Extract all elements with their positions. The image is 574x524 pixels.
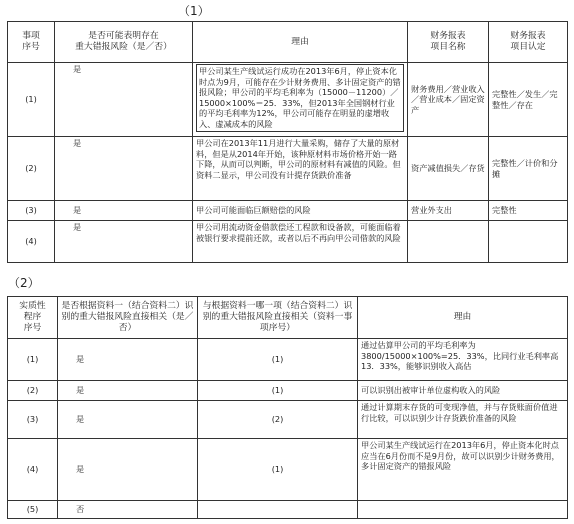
header-procedure-number: 实质性 程序 序号 [8, 297, 58, 339]
table-2-header-row [8, 297, 568, 339]
header-directly-related: 是否根据资料一（结合资料二）识别的重大错报风险直接相关（是／否） [58, 297, 198, 339]
caption-table-1: （1） [178, 4, 210, 18]
reason-cell: 甲公司可能面临巨额赔偿的风险 [193, 201, 408, 221]
fs-item-cell [408, 221, 489, 263]
reason-text: 甲公司某生产线试运行成功在2013年6月，停止资本化时点为9月，可能存在少计财务费用、多计固定资产的错报风险；甲公司的平均毛利率为（15000－11200）／15000×100%＝25．33%，但2013年全国钢材行业的平均毛利率为12%，甲公司可能存在明显的虚增收入、虚减成本的风险 [196, 64, 404, 132]
related-item [198, 501, 358, 519]
table-row [8, 401, 568, 439]
row-number: (3) [8, 401, 58, 439]
related-flag: 是 [58, 339, 198, 381]
risk-flag: 是 [55, 221, 193, 263]
row-number: (1) [8, 63, 55, 137]
table-1-header-row [8, 22, 568, 63]
reason-cell: 通过计算期末存货的可变现净值，并与存货账面价值进行比较，可以识别少计存货跌价准备的风险 [358, 401, 568, 439]
table-row [8, 63, 568, 137]
reason-cell: 甲公司某生产线试运行在2013年6月，停止资本化时点应当在6月份而不是9月份，故可以识别少计财务费用，多计固定资产的错报风险 [358, 439, 568, 501]
assertion-cell: 完整性／发生／完整性／存在 [489, 63, 568, 137]
row-number: (4) [8, 439, 58, 501]
risk-flag: 是 [55, 201, 193, 221]
related-flag: 是 [58, 381, 198, 401]
row-number: (4) [8, 221, 55, 263]
related-item: (1) [198, 339, 358, 381]
risk-flag: 是 [55, 137, 193, 201]
reason-cell [358, 501, 568, 519]
header-reason: 理由 [358, 297, 568, 339]
reason-cell: 可以识别出被审计单位虚构收入的风险 [358, 381, 568, 401]
fs-item-cell: 资产减值损失／存货 [408, 137, 489, 201]
row-number: (5) [8, 501, 58, 519]
row-number: (1) [8, 339, 58, 381]
table-row [8, 439, 568, 501]
assertion-cell: 完整性 [489, 201, 568, 221]
reason-cell: 通过估算甲公司的平均毛利率为3800/15000×100%=25．33%，比同行业毛利率高13．33%，能够识别收入高估 [358, 339, 568, 381]
table-row [8, 381, 568, 401]
header-reason: 理由 [193, 22, 408, 63]
fs-item-cell: 财务费用／营业收入／营业成本／固定资产 [408, 63, 489, 137]
reason-cell [193, 63, 408, 137]
table-row [8, 501, 568, 519]
related-item: (1) [198, 439, 358, 501]
header-fs-item: 财务报表 项目名称 [408, 22, 489, 63]
related-flag: 是 [58, 401, 198, 439]
table-row [8, 137, 568, 201]
row-number: (2) [8, 137, 55, 201]
risk-flag: 是 [55, 63, 193, 137]
related-flag: 否 [58, 501, 198, 519]
assertion-cell [489, 221, 568, 263]
table-2 [7, 296, 568, 519]
assertion-cell: 完整性／计价和分摊 [489, 137, 568, 201]
table-row [8, 221, 568, 263]
header-assertion: 财务报表 项目认定 [489, 22, 568, 63]
row-number: (3) [8, 201, 55, 221]
reason-cell: 甲公司在2013年11月进行大量采购，储存了大量的原材料，但是从2014年开始，该种原材料市场价格开始一路下降，从而可以判断，甲公司的原材料有减值的风险。但资料二显示，甲公司没有计提存货跌价准备 [193, 137, 408, 201]
related-item: (2) [198, 401, 358, 439]
table-row [8, 201, 568, 221]
header-related-item: 与根据资料一哪一项（结合资料二）识别的重大错报风险直接相关（资料一事项序号） [198, 297, 358, 339]
related-flag: 是 [58, 439, 198, 501]
table-row [8, 339, 568, 381]
fs-item-cell: 营业外支出 [408, 201, 489, 221]
row-number: (2) [8, 381, 58, 401]
header-item-number: 事项 序号 [8, 22, 55, 63]
related-item: (1) [198, 381, 358, 401]
caption-table-2: （2） [8, 276, 40, 290]
table-1 [7, 21, 568, 263]
header-risk-indicated: 是否可能表明存在 重大错报风险（是／否） [55, 22, 193, 63]
reason-cell: 甲公司用流动资金借款偿还工程款和设备款，可能面临着被银行要求提前还款，或者以后不再向甲公司借款的风险 [193, 221, 408, 263]
